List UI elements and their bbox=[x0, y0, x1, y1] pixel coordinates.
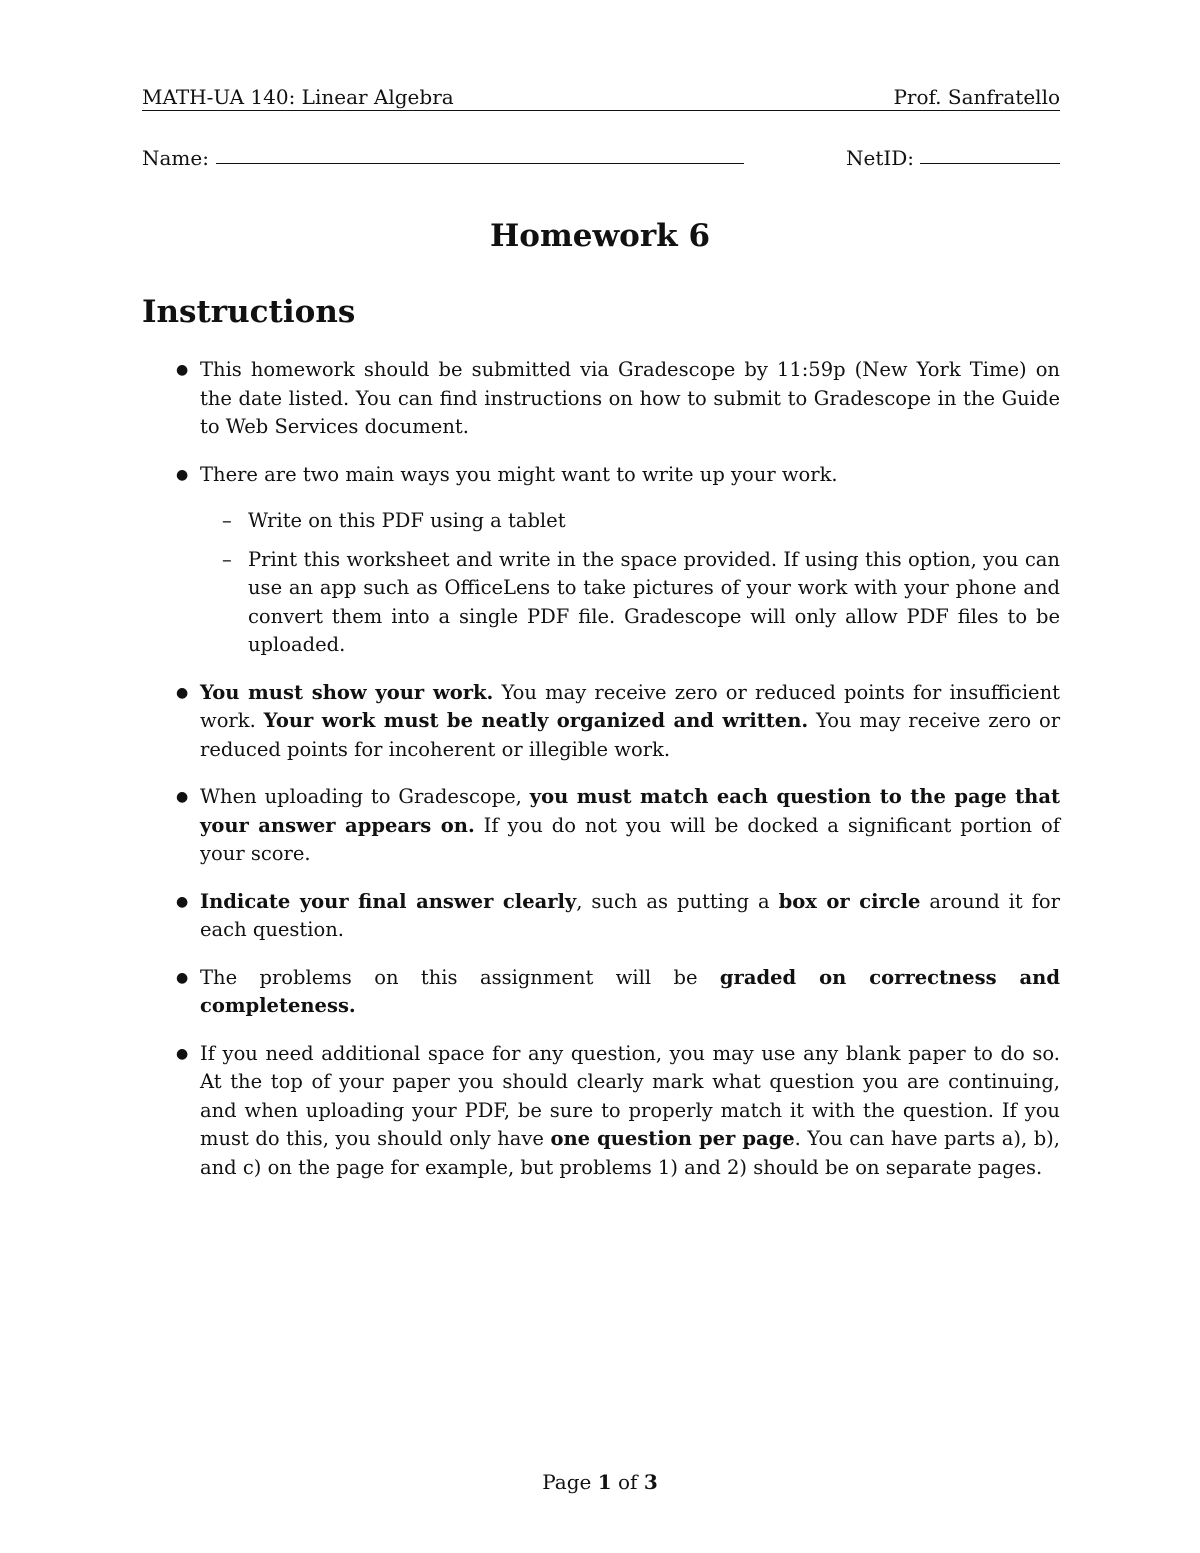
name-field-line[interactable] bbox=[216, 163, 744, 164]
bullet-icon: ● bbox=[176, 893, 189, 910]
bullet-icon: ● bbox=[176, 466, 189, 483]
student-info-fields bbox=[142, 146, 1060, 172]
page-total: 3 bbox=[643, 1470, 658, 1494]
of-word: of bbox=[618, 1470, 638, 1494]
header-rule bbox=[142, 110, 1060, 111]
bullet-icon: ● bbox=[176, 684, 189, 701]
page-title: Homework 6 bbox=[489, 218, 711, 254]
list-item: ● You must show your work. You may receive zero or reduced points for insufficient work. Your work must be neatly organized and written. You may receive zero or reduced points for incoherent or illegible work. bbox=[176, 680, 1061, 761]
sub-list-item: – Print this worksheet and write in the space provided. If using this option, you can use an app such as OfficeLens to take pictures of your work with your phone and convert them into a single PDF file. Gradescope will only allow PDF files to be uploaded. bbox=[222, 547, 1060, 656]
list-item: ● When uploading to Gradescope, you must match each question to the page that your answer appears on. If you do not you will be docked a significant portion of your score. bbox=[176, 785, 1060, 865]
sub-list bbox=[200, 507, 1060, 660]
list-item: ● The problems on this assignment will be graded on correctness and completeness. bbox=[176, 965, 1060, 1017]
list-item: ● If you need additional space for any question, you may use any blank paper to do so. At the top of your paper you should clearly mark what question you are continuing, and when uploading your PDF, be sure to properly match it with the question. If you must do this, you should only have one question per page. You can have parts a), b), and c) on the page for example, but problems 1) and 2) should be on separate pages. bbox=[176, 1041, 1060, 1179]
list-item: ● This homework should be submitted via Gradescope by 11:59p (New York Time) on the date listed. You can find instructions on how to submit to Gradescope in the Guide to Web Services document. bbox=[176, 358, 1060, 438]
page-word: Page bbox=[542, 1470, 592, 1494]
list-item: ● There are two main ways you might want to write up your work. – Write on this PDF using a tablet – Print this worksheet and write in the space provided. If using this option, you can use an app such as OfficeLens to take pictures of your work with your phone and convert them into a single PDF file. Gradescope will only allow PDF files to be uploaded. bbox=[142, 461, 1060, 660]
netid-field-line[interactable] bbox=[920, 163, 1060, 164]
bullet-icon: ● bbox=[176, 789, 189, 805]
sub-list-item: – Write on this PDF using a tablet bbox=[200, 507, 1060, 536]
page-current: 1 bbox=[597, 1470, 612, 1494]
netid-label: NetID: bbox=[846, 146, 915, 170]
page-footer bbox=[0, 1470, 1200, 1494]
dash-icon: – bbox=[222, 509, 232, 532]
bullet-icon: ● bbox=[176, 362, 189, 378]
bullet-icon: ● bbox=[176, 969, 189, 986]
course-title: MATH-UA 140: Linear Algebra bbox=[142, 85, 454, 109]
dash-icon: – bbox=[222, 547, 232, 571]
section-heading: Instructions bbox=[142, 294, 356, 330]
list-item: ● Indicate your final answer clearly, such as putting a box or circle around it for each question. bbox=[176, 889, 1060, 941]
bullet-icon: ● bbox=[176, 1045, 189, 1062]
instructions-list bbox=[142, 356, 1060, 1201]
professor-name: Prof. Sanfratello bbox=[893, 85, 1060, 109]
page-header bbox=[142, 84, 1060, 110]
name-label: Name: bbox=[142, 146, 209, 170]
